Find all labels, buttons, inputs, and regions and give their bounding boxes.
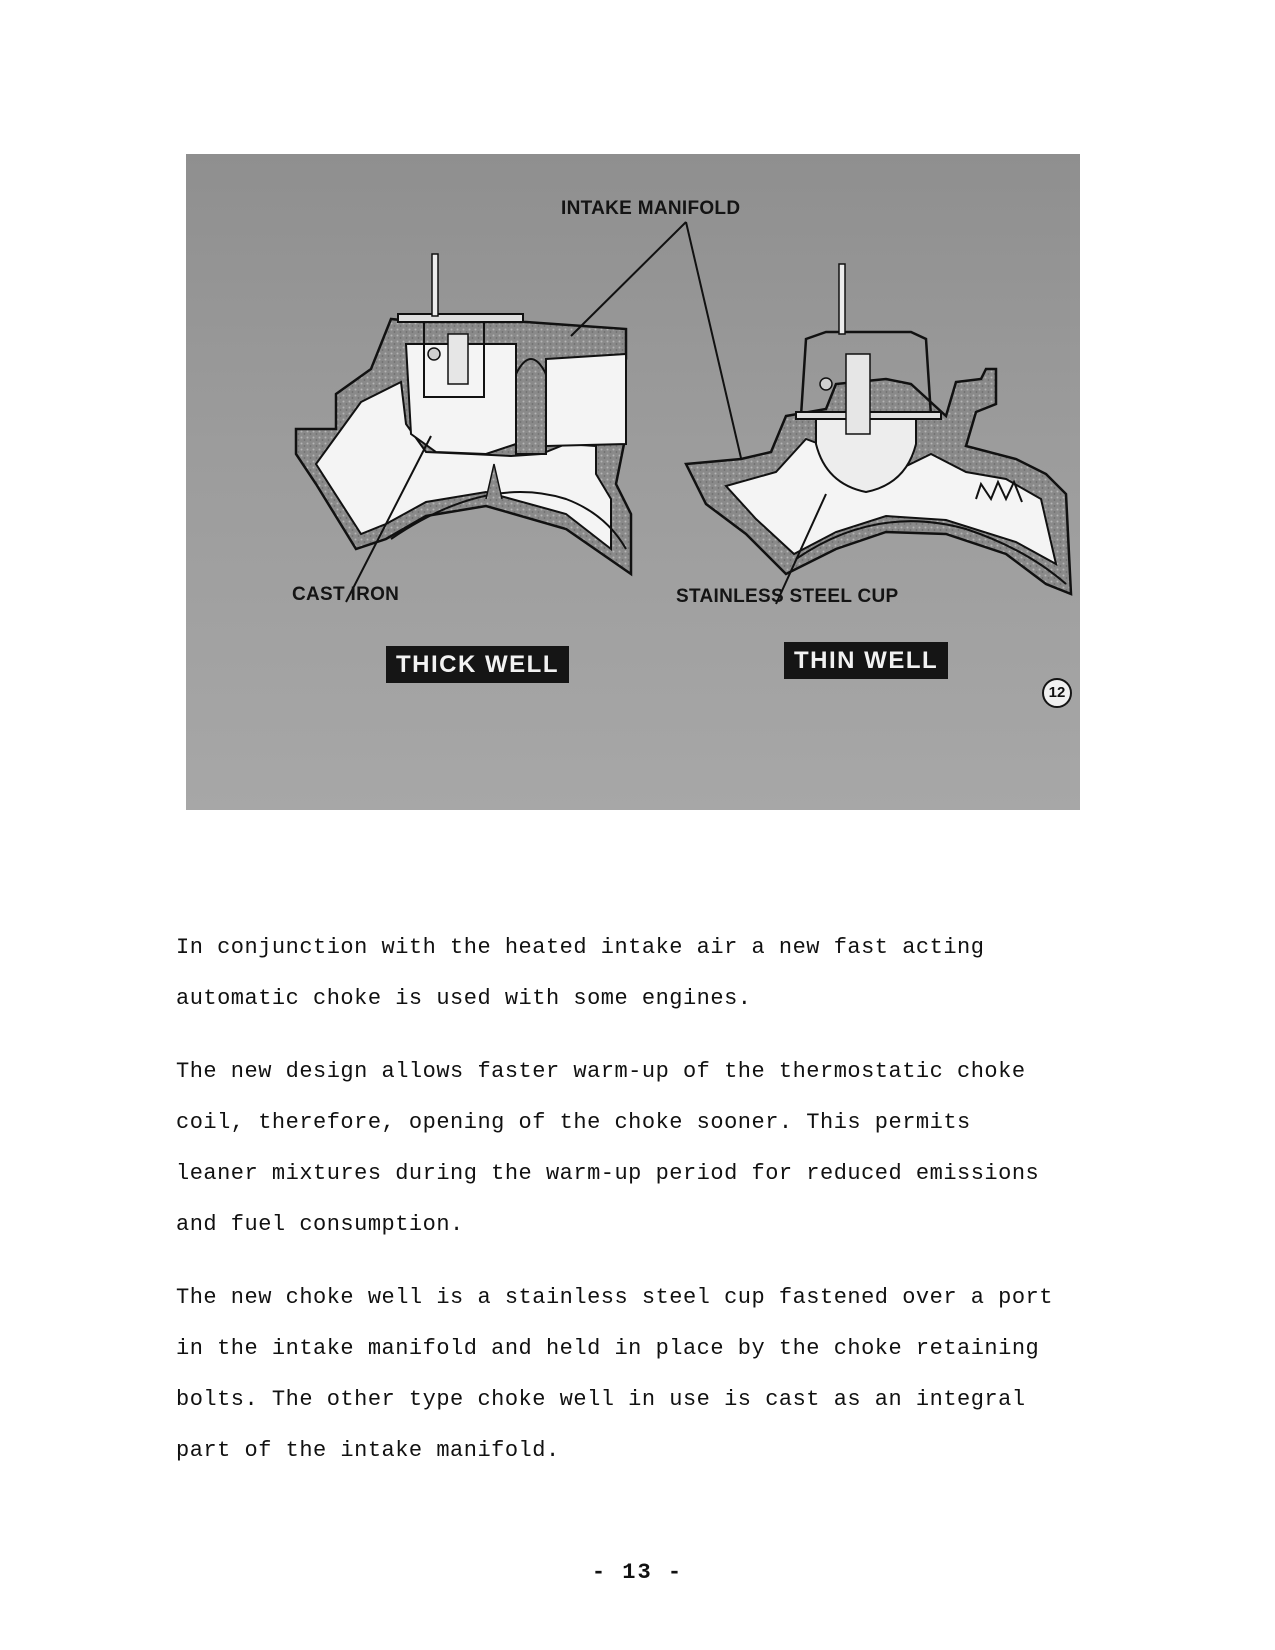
thin-well-drawing bbox=[686, 264, 1071, 594]
thin-well-label: THIN WELL bbox=[784, 642, 948, 679]
text-line: automatic choke is used with some engines. bbox=[176, 986, 752, 1011]
paragraph-1 bbox=[176, 922, 1136, 1024]
text-line: part of the intake manifold. bbox=[176, 1438, 560, 1463]
thick-well-drawing bbox=[296, 254, 631, 574]
choke-well-illustration bbox=[186, 154, 1080, 810]
thick-well-label: THICK WELL bbox=[386, 646, 569, 683]
text-line: The new design allows faster warm-up of the thermostatic choke bbox=[176, 1059, 1026, 1084]
text-line: bolts. The other type choke well in use is cast as an integral bbox=[176, 1387, 1026, 1412]
text-line: coil, therefore, opening of the choke sooner. This permits bbox=[176, 1110, 971, 1135]
text-line: The new choke well is a stainless steel cup fastened over a port bbox=[176, 1285, 1053, 1310]
choke-well-cross-section-drawing bbox=[186, 154, 1080, 810]
text-line: leaner mixtures during the warm-up period for reduced emissions bbox=[176, 1161, 1040, 1186]
paragraph-2 bbox=[176, 1046, 1136, 1250]
figure-number-badge: 12 bbox=[1042, 678, 1072, 708]
stainless-steel-cup-callout: STAINLESS STEEL CUP bbox=[676, 586, 899, 607]
cast-iron-callout: CAST IRON bbox=[292, 584, 400, 605]
body-text bbox=[176, 922, 1136, 1498]
text-line: In conjunction with the heated intake air a new fast acting bbox=[176, 935, 985, 960]
text-line: and fuel consumption. bbox=[176, 1212, 464, 1237]
page-number: - 13 - bbox=[591, 1560, 684, 1585]
text-line: in the intake manifold and held in place by the choke retaining bbox=[176, 1336, 1040, 1361]
intake-manifold-callout: INTAKE MANIFOLD bbox=[561, 198, 741, 219]
paragraph-3 bbox=[176, 1272, 1136, 1476]
